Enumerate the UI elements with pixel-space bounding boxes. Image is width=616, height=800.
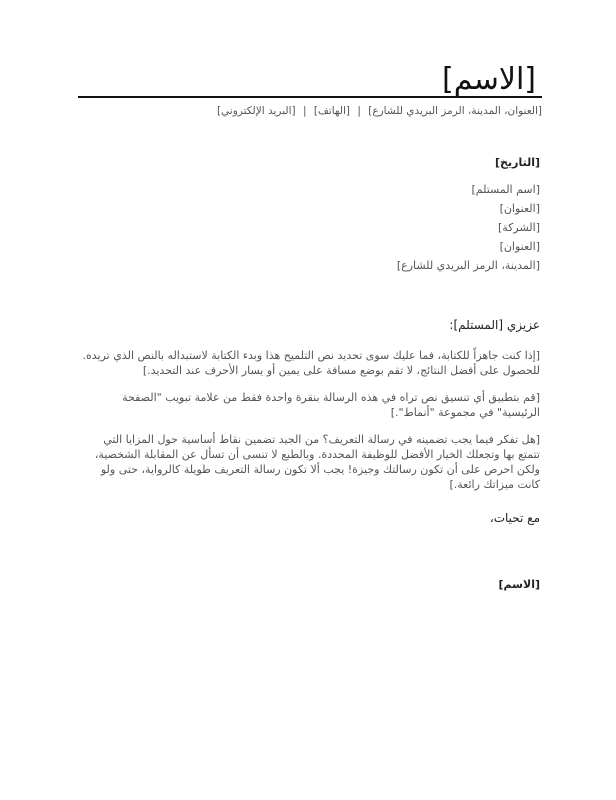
contact-email[interactable]: [البريد الإلكتروني] bbox=[216, 105, 296, 117]
recipient-block bbox=[397, 180, 540, 275]
body-paragraph-3[interactable]: [هل تفكر فيما يجب تضمينه في رسالة التعريف؟ من الجيد تضمين نقاط أساسية حول المزايا التي تتمتع بها وتجعلك الخيار الأفضل للوظيفة المحددة. وبالطبع لا تنسى أن تسأل عن المقابلة الشخصية، ولكن احرص على أن تكون رسالتك وجيزة! يجب ألا تكون رسالة التعريف طويلة كالرواية، حتى ولو كانت ميزاتك رائعة.] bbox=[94, 433, 540, 491]
contact-address[interactable]: [العنوان، المدينة، الرمز البريدي للشارع] bbox=[368, 105, 542, 117]
closing-line[interactable]: مع تحيات، bbox=[489, 511, 540, 525]
letter-date[interactable]: [التاريخ] bbox=[495, 156, 540, 169]
title-underline bbox=[78, 96, 542, 98]
recipient-address[interactable]: [العنوان] bbox=[499, 202, 540, 215]
contact-info-line bbox=[217, 103, 542, 119]
recipient-name[interactable]: [اسم المستلم] bbox=[471, 183, 540, 196]
recipient-address-2[interactable]: [العنوان] bbox=[499, 240, 540, 253]
body-paragraph-2[interactable]: [قم بتطبيق أي تنسيق نص تراه في هذه الرسالة بنقرة واحدة فقط من علامة تبويب "الصفحة الرئيسية" في مجموعة "أنماط".] bbox=[122, 391, 540, 419]
contact-separator: | bbox=[302, 105, 307, 117]
contact-separator: | bbox=[357, 105, 361, 117]
salutation[interactable]: عزيزي [المستلم]: bbox=[449, 318, 540, 332]
sender-name-title[interactable]: [الاسم] bbox=[442, 62, 536, 97]
contact-phone[interactable]: [الهاتف] bbox=[313, 105, 350, 117]
body-paragraph-1[interactable]: [إذا كنت جاهزاً للكتابة، فما عليك سوى تحديد نص التلميح هذا وبدء الكتابة لاستبداله بالنص الذي تريده. للحصول على أفضل النتائج، لا تقم بوضع مسافة على يمين أو يسار الأحرف عند التحديد.] bbox=[82, 349, 540, 377]
recipient-company[interactable]: [الشركة] bbox=[497, 221, 540, 234]
recipient-city-zip[interactable]: [المدينة، الرمز البريدي للشارع] bbox=[396, 259, 540, 272]
signature-name[interactable]: [الاسم] bbox=[498, 578, 540, 591]
